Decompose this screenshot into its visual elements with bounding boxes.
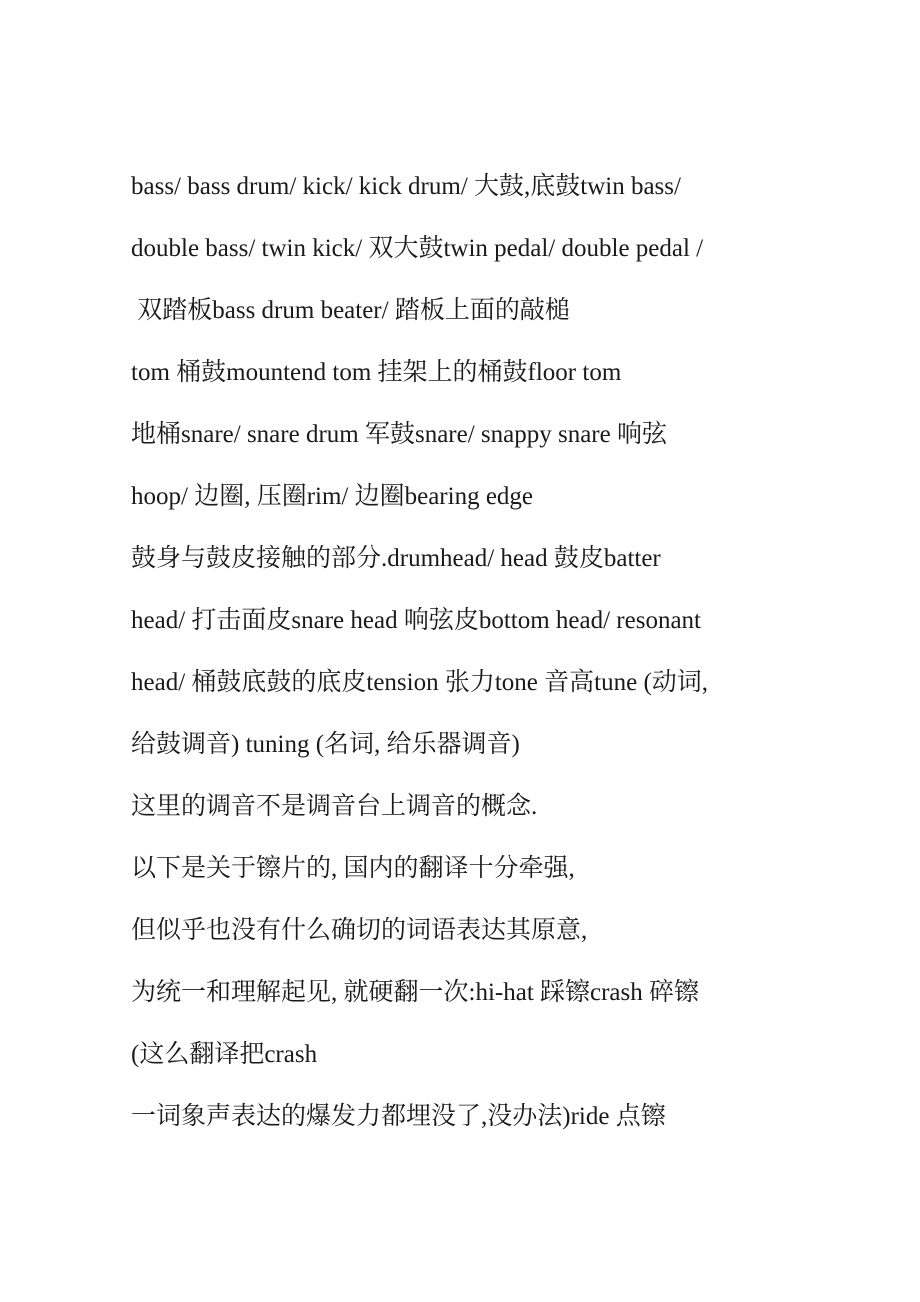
text-line: head/ 打击面皮snare head 响弦皮bottom head/ resonant: [131, 607, 701, 634]
text-line: double bass/ twin kick/ 双大鼓twin pedal/ double pedal /: [131, 235, 704, 262]
text-line: 这里的调音不是调音台上调音的概念.: [131, 793, 538, 820]
text-line: (这么翻译把crash: [131, 1041, 318, 1068]
text-line: head/ 桶鼓底鼓的底皮tension 张力tone 音高tune (动词,: [131, 669, 709, 696]
document-body: [131, 164, 791, 1156]
text-line: 地桶snare/ snare drum 军鼓snare/ snappy snare 响弦: [131, 421, 667, 448]
text-line: tom 桶鼓mountend tom 挂架上的桶鼓floor tom: [131, 359, 622, 386]
text-line: 为统一和理解起见, 就硬翻一次:hi-hat 踩镲crash 碎镲: [131, 979, 700, 1006]
text-line: hoop/ 边圈, 压圈rim/ 边圈bearing edge: [131, 483, 534, 510]
text-line: 给鼓调音) tuning (名词, 给乐器调音): [131, 731, 520, 758]
text-line: 双踏板bass drum beater/ 踏板上面的敲槌: [131, 297, 570, 324]
text-line: 一词象声表达的爆发力都埋没了,没办法)ride 点镲: [131, 1103, 666, 1130]
text-line: bass/ bass drum/ kick/ kick drum/ 大鼓,底鼓twin bass/: [131, 173, 681, 200]
text-line: 以下是关于镲片的, 国内的翻译十分牵强,: [131, 855, 575, 882]
text-line: 鼓身与鼓皮接触的部分.drumhead/ head 鼓皮batter: [131, 545, 661, 572]
text-line: 但似乎也没有什么确切的词语表达其原意,: [131, 917, 588, 944]
